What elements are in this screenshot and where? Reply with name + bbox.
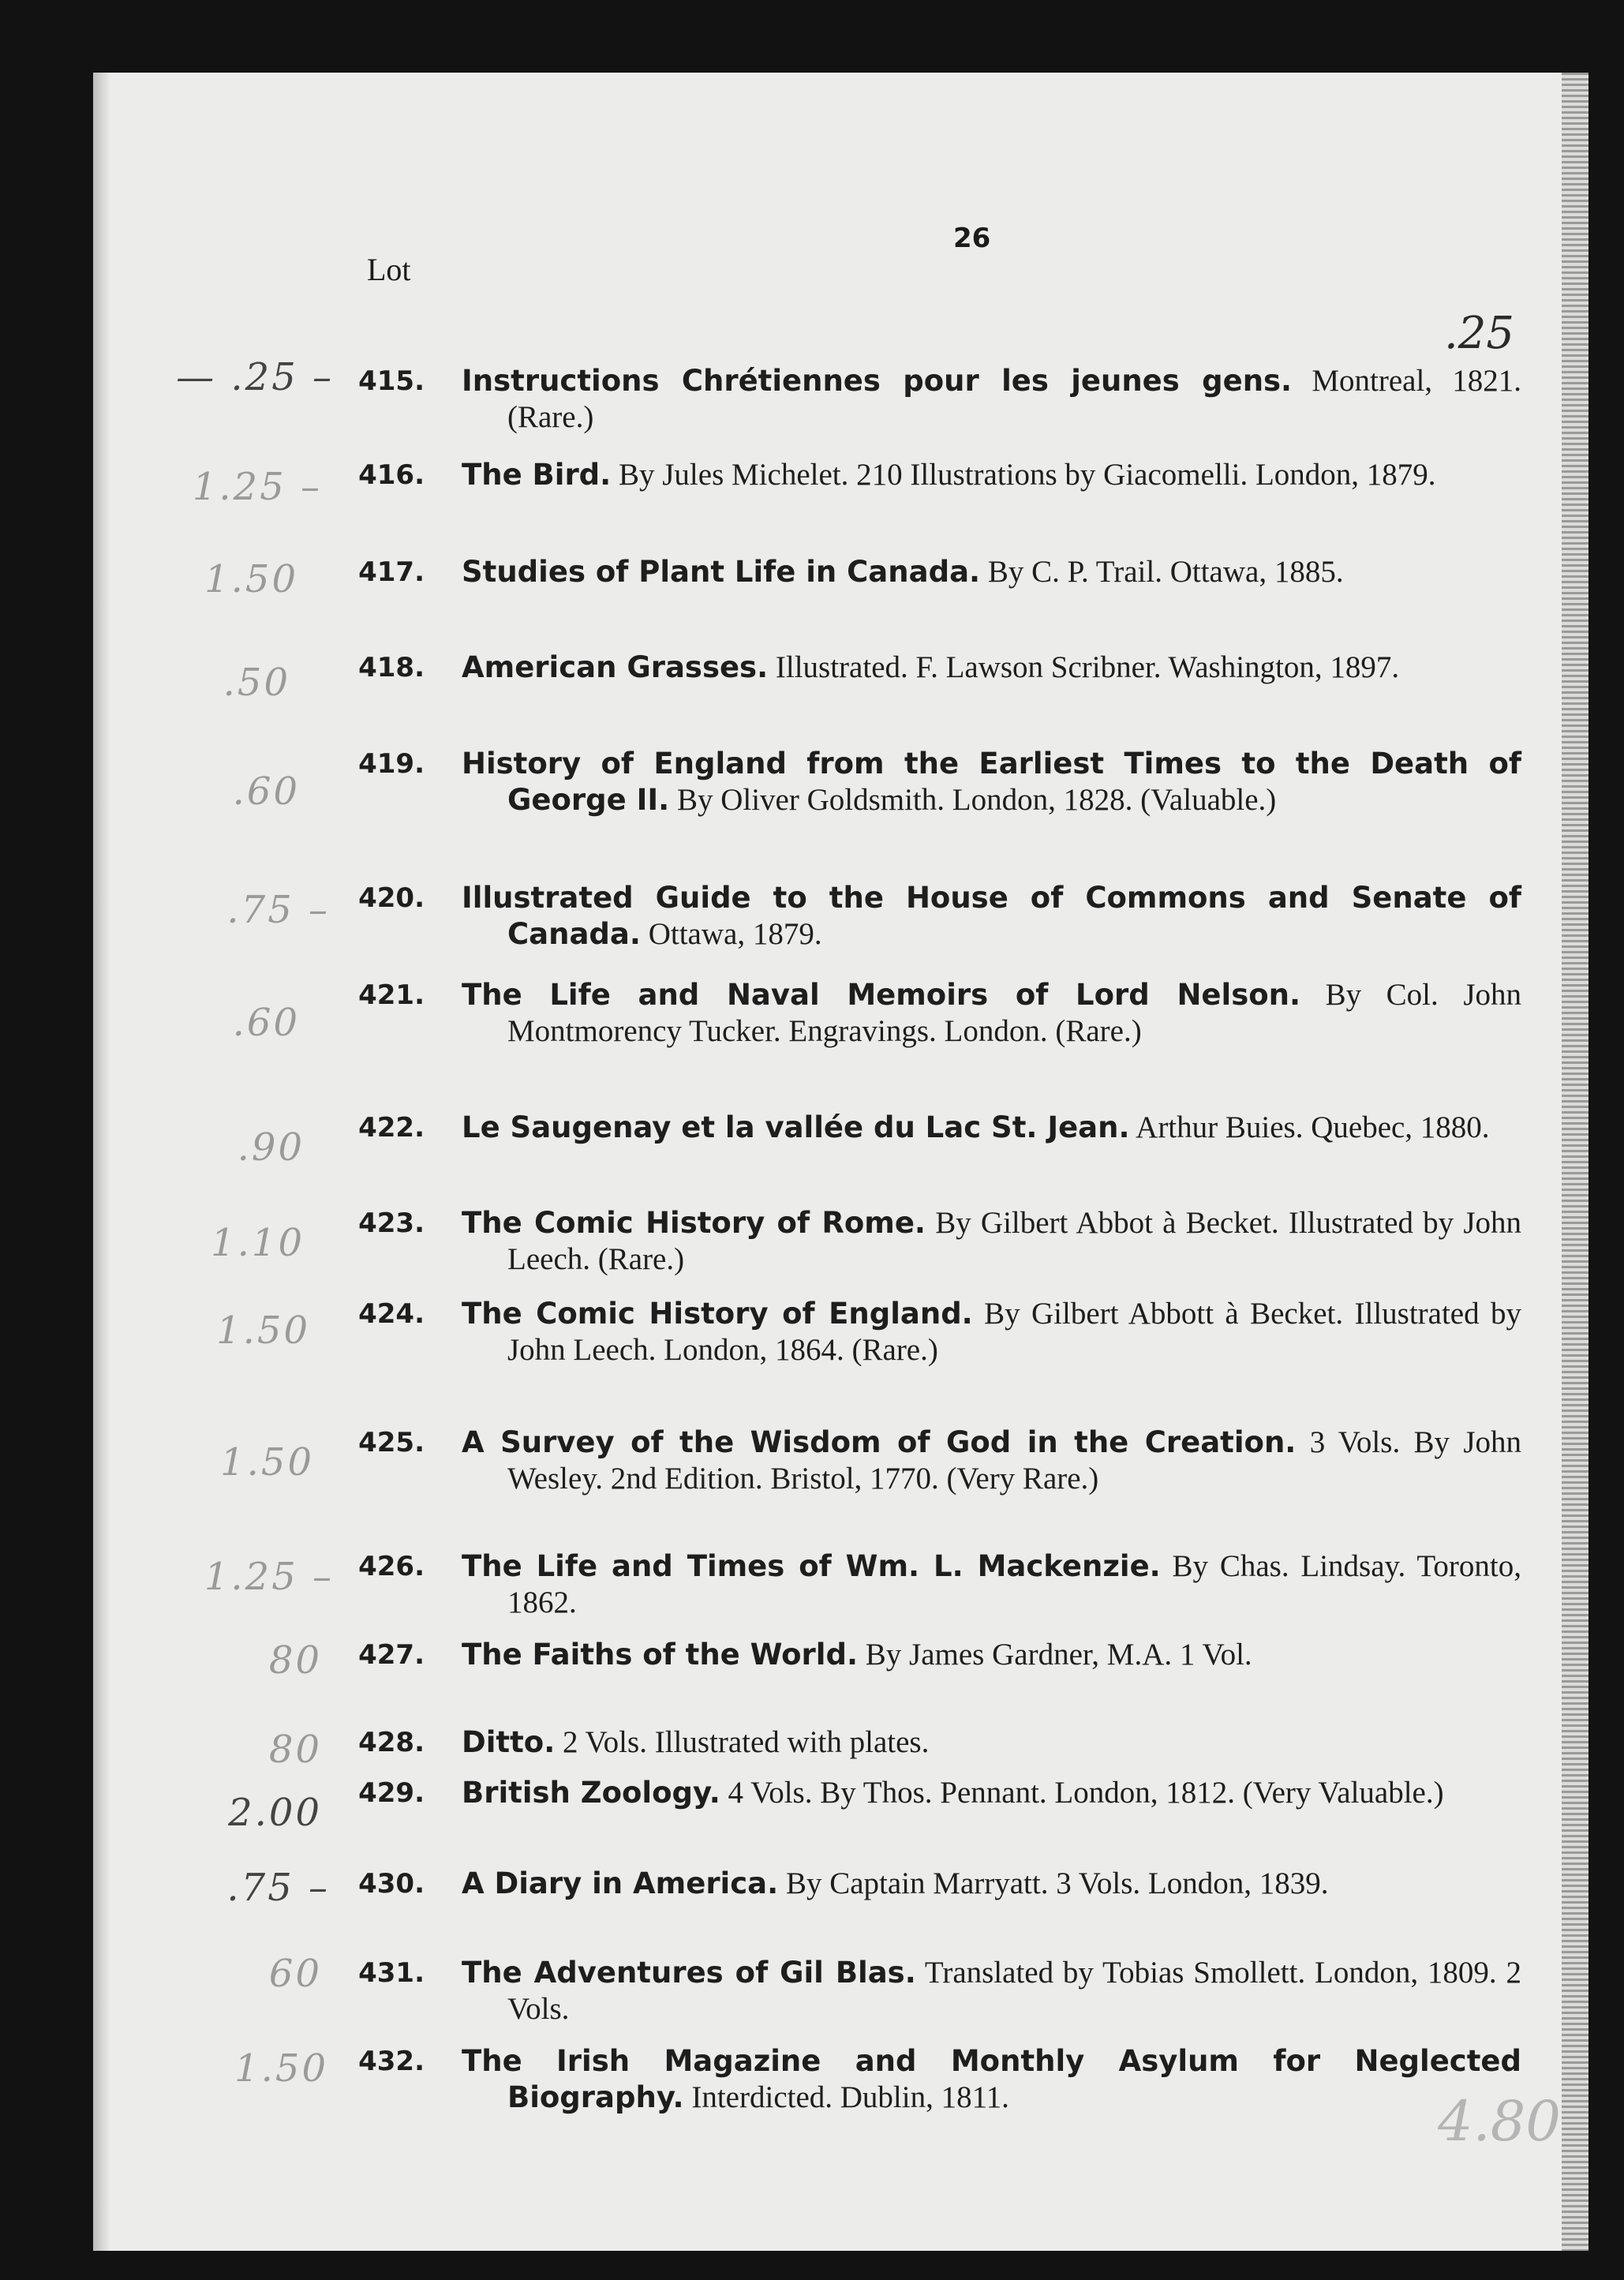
lot-number: 424. [358, 1298, 425, 1330]
page-speck [1578, 939, 1585, 946]
lot-title: The Comic History of England. [462, 1297, 973, 1331]
handwritten-price: .75 – [226, 888, 330, 932]
lot-number: 419. [358, 748, 425, 780]
lot-title: A Survey of the Wisdom of God in the Creation. [462, 1425, 1297, 1459]
handwritten-price: .60 [232, 769, 300, 814]
lot-title: Illustrated Guide to the House of Commons and Senate of Canada. [462, 881, 1521, 951]
lot-description [462, 1637, 1521, 1673]
lot-detail: By Captain Marryatt. 3 Vols. London, 1839. [785, 1866, 1329, 1900]
lot-detail: By C. P. Trail. Ottawa, 1885. [987, 555, 1344, 589]
lot-description [462, 880, 1521, 953]
lot-title: Instructions Chrétiennes pour les jeunes gens. [462, 364, 1293, 398]
lot-number: 417. [358, 556, 425, 588]
lot-description [462, 977, 1521, 1050]
lot-number: 415. [358, 365, 425, 397]
lot-detail: Ottawa, 1879. [648, 917, 822, 951]
handwritten-price: 1.10 [211, 1221, 305, 1265]
lot-number: 421. [358, 979, 425, 1011]
lot-description [462, 1110, 1521, 1146]
lot-detail: By James Gardner, M.A. 1 Vol. [865, 1638, 1252, 1672]
page-total-note: 4.80 [1438, 2089, 1561, 2154]
lot-number: 418. [358, 652, 425, 683]
lot-detail: Illustrated. F. Lawson Scribner. Washington, 1897. [775, 650, 1400, 684]
lot-number: 427. [358, 1639, 425, 1671]
lot-description [462, 650, 1521, 686]
lot-description [462, 1866, 1521, 1902]
lot-description [462, 1775, 1521, 1811]
lot-number: 425. [358, 1427, 425, 1458]
lot-detail: By Chas. Lindsay. Toronto, 1862. [507, 1549, 1521, 1619]
page-speck [1577, 1795, 1584, 1803]
lot-number: 426. [358, 1551, 425, 1582]
handwritten-price: 80 [268, 1638, 322, 1683]
lot-number: 431. [358, 1957, 425, 1989]
handwritten-price: 1.50 [234, 2046, 328, 2091]
lot-description [462, 1425, 1521, 1497]
lot-number: 429. [358, 1777, 425, 1809]
lot-title: The Bird. [462, 458, 612, 492]
lot-detail: 4 Vols. By Thos. Pennant. London, 1812. (Very Valuable.) [728, 1776, 1444, 1810]
lot-title: History of England from the Earliest Times to the Death of George II. [462, 747, 1521, 817]
handwritten-price: 1.25 – [192, 465, 322, 509]
handwritten-price: — .25 – [176, 355, 334, 399]
handwritten-price: .50 [223, 661, 290, 705]
lot-description [462, 457, 1521, 493]
lot-detail: By Col. John Montmorency Tucker. Engravings. London. (Rare.) [507, 978, 1521, 1048]
handwritten-price: 1.25 – [204, 1555, 334, 1599]
lot-number: 422. [358, 1112, 425, 1144]
lot-detail: Arthur Buies. Quebec, 1880. [1136, 1110, 1490, 1144]
lot-description [462, 746, 1521, 818]
lot-number: 423. [358, 1207, 425, 1239]
page-number: 26 [953, 223, 991, 254]
lot-title: Studies of Plant Life in Canada. [462, 555, 981, 589]
lot-detail: Translated by Tobias Smollett. London, 1809. 2 Vols. [507, 1956, 1522, 2026]
lot-description [462, 1296, 1521, 1368]
handwritten-price: 60 [268, 1952, 322, 1996]
lot-number: 432. [358, 2046, 425, 2077]
lot-detail: Montreal, 1821. (Rare.) [507, 364, 1521, 434]
lot-detail: Interdicted. Dublin, 1811. [691, 2080, 1009, 2114]
lot-title: The Irish Magazine and Monthly Asylum for Neglected Biography. [462, 2044, 1521, 2114]
handwritten-price: 1.50 [204, 557, 298, 601]
lot-title: The Comic History of Rome. [462, 1206, 926, 1240]
lot-detail: By Oliver Goldsmith. London, 1828. (Valuable.) [676, 783, 1277, 817]
handwritten-price: 1.50 [216, 1308, 310, 1353]
lot-description [462, 1724, 1521, 1761]
handwritten-price: 80 [268, 1728, 322, 1772]
lot-number: 416. [358, 459, 425, 491]
lot-description [462, 2043, 1521, 2116]
handwritten-price: .90 [237, 1125, 305, 1170]
lot-description [462, 1548, 1521, 1621]
handwritten-price: .60 [232, 1001, 300, 1045]
lot-number: 420. [358, 882, 425, 914]
catalog-page [93, 73, 1588, 2251]
lot-column-header: Lot [367, 252, 411, 287]
handwritten-price: .75 – [226, 1866, 330, 1910]
lot-title: British Zoology. [462, 1776, 720, 1810]
lot-description [462, 554, 1521, 590]
lot-detail: 3 Vols. By John Wesley. 2nd Edition. Bristol, 1770. (Very Rare.) [507, 1425, 1521, 1496]
lot-description [462, 363, 1521, 436]
lot-title: Le Saugenay et la vallée du Lac St. Jean. [462, 1110, 1130, 1144]
lot-title: American Grasses. [462, 650, 769, 684]
handwritten-price: 1.50 [220, 1440, 314, 1484]
handwritten-price: 2.00 [228, 1791, 322, 1835]
lot-description [462, 1205, 1521, 1278]
lot-detail: By Gilbert Abbot à Becket. Illustrated by John Leech. (Rare.) [507, 1206, 1522, 1276]
lot-title: Ditto. [462, 1725, 556, 1759]
lot-detail: 2 Vols. Illustrated with plates. [563, 1725, 930, 1759]
lot-title: The Faiths of the World. [462, 1638, 859, 1672]
lot-description [462, 1955, 1521, 2027]
margin-price-note: .25 [1444, 308, 1515, 359]
lot-title: A Diary in America. [462, 1866, 779, 1900]
lot-detail: By Jules Michelet. 210 Illustrations by Giacomelli. London, 1879. [618, 458, 1436, 492]
lot-detail: By Gilbert Abbott à Becket. Illustrated by John Leech. London, 1864. (Rare.) [507, 1297, 1521, 1367]
lot-title: The Adventures of Gil Blas. [462, 1956, 916, 1990]
lot-number: 430. [358, 1868, 425, 1900]
lot-title: The Life and Naval Memoirs of Lord Nelson. [462, 978, 1301, 1012]
lot-number: 428. [358, 1727, 425, 1758]
lot-title: The Life and Times of Wm. L. Mackenzie. [462, 1549, 1161, 1583]
